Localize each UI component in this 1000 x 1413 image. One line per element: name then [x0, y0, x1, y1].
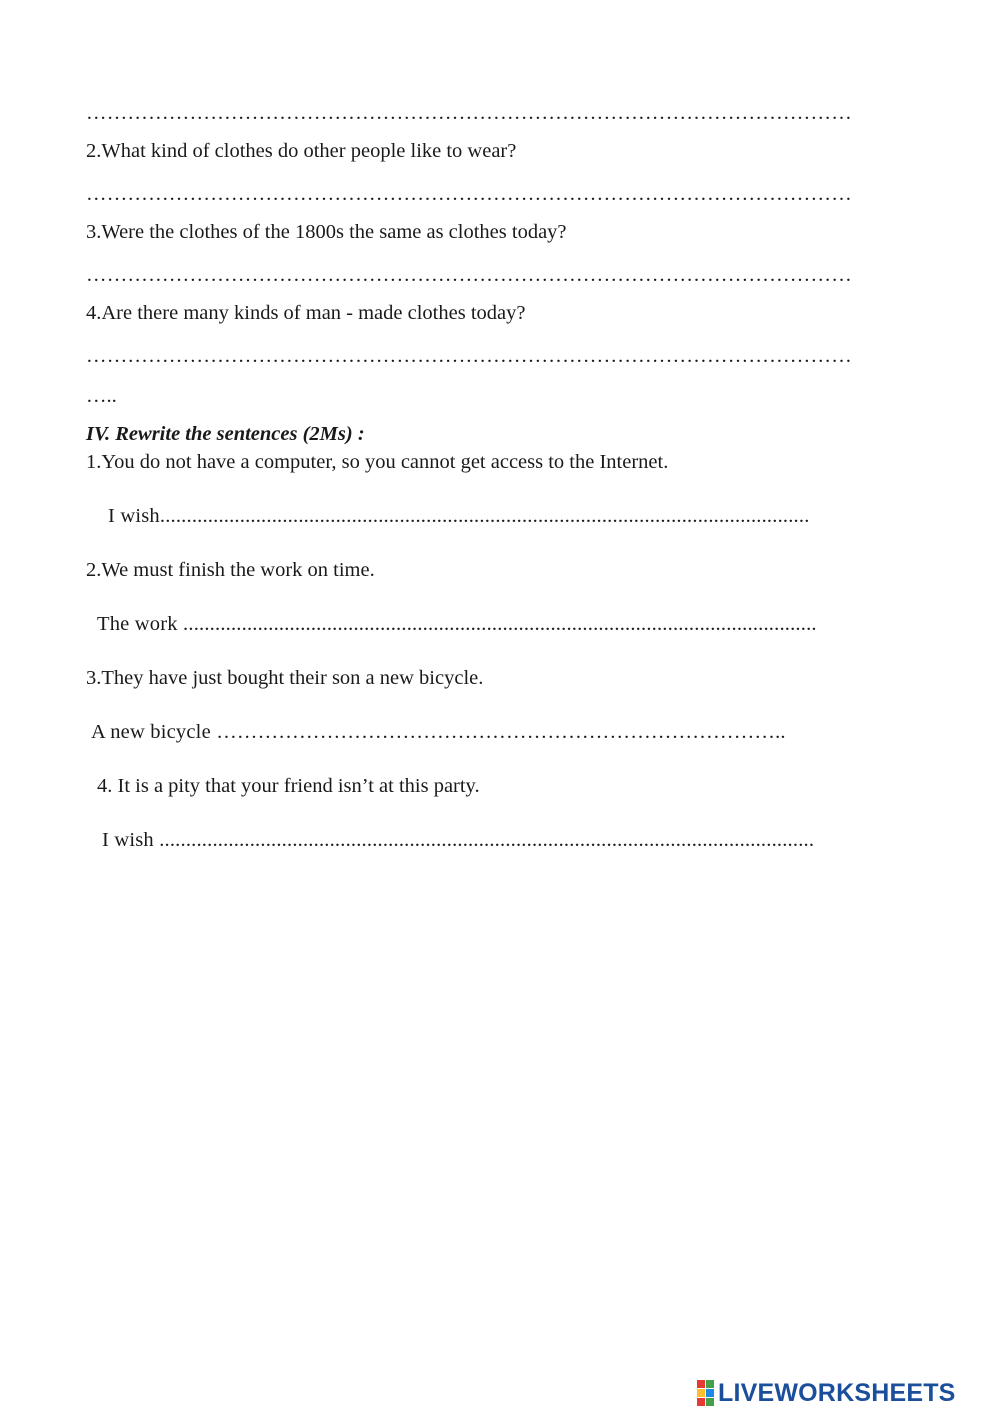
rewrite-field-2[interactable]: The work .......................................................................................................................: [97, 614, 817, 635]
answer-line-tail: …..: [86, 385, 117, 407]
sentence-1: 1.You do not have a computer, so you cannot get access to the Internet.: [86, 451, 669, 473]
liveworksheets-logo: [697, 1378, 956, 1408]
logo-text: LIVEWORKSHEETS: [718, 1378, 956, 1407]
answer-line[interactable]: …………………………………………………………………………………………………: [86, 346, 852, 367]
rewrite-field-3[interactable]: A new bicycle ………………………………………………………………………..: [91, 722, 786, 743]
question-3: 3.Were the clothes of the 1800s the same as clothes today?: [86, 221, 567, 243]
logo-block-e: [706, 1389, 714, 1397]
section-heading: IV. Rewrite the sentences (2Ms) :: [86, 423, 365, 445]
sentence-4: 4. It is a pity that your friend isn’t at this party.: [97, 775, 480, 797]
answer-line[interactable]: …………………………………………………………………………………………………: [86, 265, 852, 286]
question-2: 2.What kind of clothes do other people like to wear?: [86, 140, 517, 162]
rewrite-field-1[interactable]: I wish..........................................................................................................................: [108, 506, 810, 527]
logo-block-spacer: [697, 1398, 705, 1406]
sentence-2: 2.We must finish the work on time.: [86, 559, 375, 581]
logo-block-i: [706, 1380, 714, 1388]
rewrite-field-4[interactable]: I wish ...........................................................................................................................: [102, 830, 815, 851]
sentence-3: 3.They have just bought their son a new bicycle.: [86, 667, 484, 689]
logo-block-extra: [706, 1398, 714, 1406]
answer-line[interactable]: …………………………………………………………………………………………………: [86, 103, 852, 124]
question-4: 4.Are there many kinds of man - made clothes today?: [86, 302, 526, 324]
logo-block-l: [697, 1380, 705, 1388]
logo-block-v: [697, 1389, 705, 1397]
answer-line[interactable]: …………………………………………………………………………………………………: [86, 184, 852, 205]
logo-mark-icon: [697, 1380, 714, 1406]
